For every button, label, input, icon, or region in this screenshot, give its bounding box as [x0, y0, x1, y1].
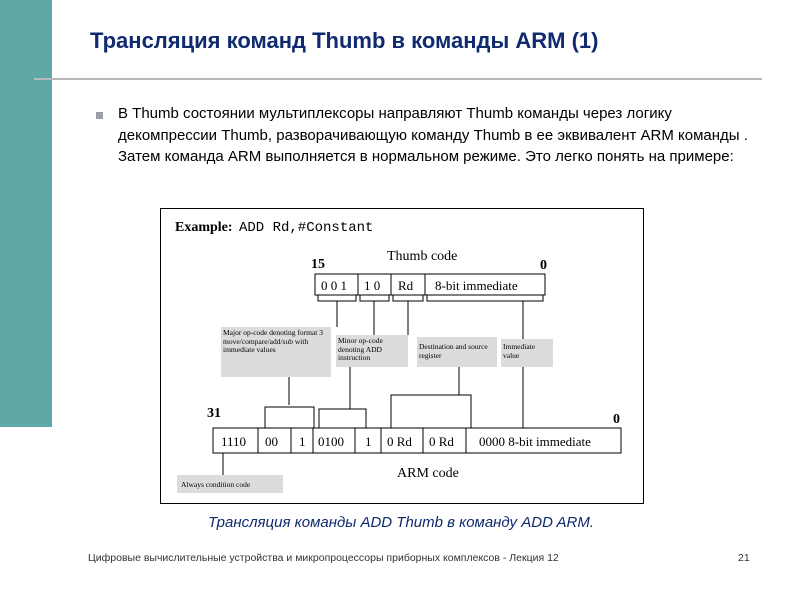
- title-rule: [34, 78, 762, 80]
- arm-bit-low: 0: [613, 412, 620, 427]
- thumb-connectors: [318, 295, 543, 339]
- example-code: ADD Rd,#Constant: [239, 220, 374, 236]
- side-accent-bar: [0, 0, 52, 427]
- example-label: Example:: [175, 220, 233, 235]
- thumb-field-rd: Rd: [398, 278, 414, 293]
- annotation-minor-opcode: Minor op-code denoting ADD instruction: [338, 337, 383, 362]
- thumb-field-major-opcode: 0 0 1: [321, 278, 347, 293]
- arm-bit-high: 31: [207, 406, 221, 421]
- arm-field-opcode: 0100: [318, 434, 344, 449]
- thumb-to-arm-figure: [160, 208, 644, 504]
- figure-caption: Трансляция команды ADD Thumb в команду ADD ARM.: [207, 514, 595, 531]
- bullet-square-icon: [96, 112, 103, 119]
- thumb-bit-low: 0: [540, 258, 547, 273]
- condition-note: Always condition code: [181, 480, 251, 489]
- arm-field-rd: 0 Rd: [429, 434, 454, 449]
- thumb-bit-high: 15: [311, 257, 325, 272]
- arm-field-operand2: 0000 8-bit immediate: [479, 434, 591, 449]
- thumb-code-label: Thumb code: [387, 249, 458, 264]
- thumb-field-minor-opcode: 1 0: [364, 278, 381, 293]
- slide-title: Трансляция команд Thumb в команды ARM (1): [90, 28, 599, 53]
- arm-field-00: 00: [265, 434, 278, 449]
- arm-field-condition: 1110: [221, 434, 247, 449]
- figure-diagram: [161, 209, 643, 503]
- thumb-field-immediate: 8-bit immediate: [435, 278, 518, 293]
- arm-field-rn: 0 Rd: [387, 434, 412, 449]
- annotation-major-opcode: Major op-code denoting format 3 move/compare/add/sub with immediate values: [223, 329, 323, 354]
- footer-text: Цифровые вычислительные устройства и микропроцессоры приборных комплексов - Лекция 12: [88, 552, 559, 564]
- annotation-immediate: Immediate value: [503, 343, 536, 360]
- annotation-register: Destination and source register: [419, 343, 488, 360]
- arm-field-s-bit: 1: [365, 434, 372, 449]
- arm-field-immediate-flag: 1: [299, 434, 306, 449]
- page-number: 21: [738, 552, 750, 564]
- bullet-text: В Thumb состоянии мультиплексоры направляют Thumb команды через логику декомпрессии Thumb, разворачивающую команду Thumb в ее эквивалент ARM команды . Затем команда ARM выполняется в нормальном режиме. Это легко понять на примере:: [118, 105, 748, 165]
- arm-code-label: ARM code: [397, 466, 459, 481]
